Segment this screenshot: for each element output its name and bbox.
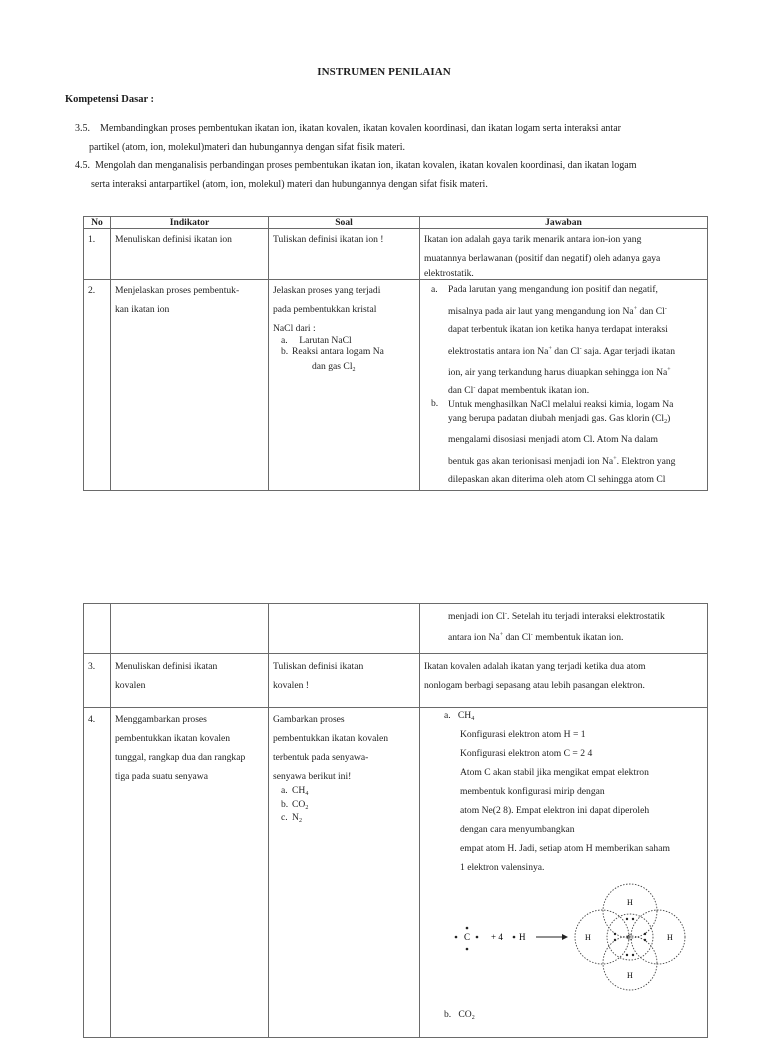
kd-3-5-line1: [75, 123, 621, 134]
kd-4-5-line1: [75, 160, 637, 171]
list-item: c. $N_2$: [281, 812, 302, 824]
page-title: INSTRUMEN PENILAIAN: [317, 66, 451, 78]
table-row: [84, 604, 708, 654]
list-item: a. $CH_4$: [281, 785, 309, 797]
plus-four-label: + 4: [491, 932, 503, 942]
table-row: [84, 280, 708, 491]
ch4-lewis-diagram: [434, 883, 704, 1009]
answer-item-a-body: Konfigurasi elektron atom H = 1 Konfigurasi elektron atom C = 2 4 Atom C akan stabil jika mengikat empat elektron membentuk konfigurasi mirip dengan atom Ne(2 8). Empat elektron ini dapat diperoleh dengan cara menyumbangkan empat atom H. Jadi, setiap atom H memberikan saham 1 elektron valensinya.: [460, 729, 670, 873]
question-cell: [269, 280, 420, 491]
answer-line: Ikatan ion adalah gaya tarik menarik antara ion-ion yang: [424, 234, 642, 245]
row-number: 1.: [84, 229, 111, 280]
answer-item-b: b. Untuk menghasilkan NaCl melalui reaksi kimia, logam Na yang berupa padatan diubah menjadi gas. Gas klorin $(Cl_2)$ mengalami disosiasi menjadi atom Cl. Atom Na dalam bentuk gas akan terionisasi menjadi ion Na+. Elektron yang dilepaskan akan diterima oleh atom Cl sehingga atom Cl: [431, 397, 676, 485]
list-item: b. Reaksi antara logam Na: [281, 345, 384, 357]
answer-line: menjadi ion Cl-. Setelah itu terjadi interaksi elektrostatik: [448, 611, 665, 622]
svg-text:H: H: [585, 933, 591, 942]
answer-item-b-heading: b. $CO_2$: [444, 1009, 475, 1021]
svg-text:H: H: [667, 933, 673, 942]
question-cell: Tuliskan definisi ikatan kovalen !: [269, 654, 420, 708]
question-line: Jelaskan proses yang terjadi: [273, 285, 381, 296]
table-header-row: [84, 217, 708, 229]
ch4-atom-labels: [585, 898, 673, 980]
header-indikator: Indikator: [111, 217, 269, 229]
header-jawaban: Jawaban: [420, 217, 708, 229]
answer-line: antara ion Na+ dan Cl- membentuk ikatan ion.: [448, 632, 624, 643]
kd-text: Mengolah dan menganalisis perbandingan proses pembentukan ikatan ion, ikatan kovalen, ikatan kovalen koordinasi, dan ikatan logam: [95, 160, 637, 171]
answer-list: [424, 281, 703, 490]
indicator-cell: Menggambarkan proses pembentukkan ikatan kovalen tunggal, rangkap dua dan rangkap tiga pada suatu senyawa: [111, 708, 269, 1038]
table-row: [84, 229, 708, 280]
answer-line: elektrostatik.: [424, 268, 474, 279]
kd-text: Membandingkan proses pembentukan ikatan ion, ikatan kovalen, ikatan kovalen koordinasi, dan ikatan logam serta interaksi antar: [100, 123, 621, 134]
svg-text:H: H: [627, 971, 633, 980]
indicator-line: Menjelaskan proses pembentuk-: [115, 285, 240, 296]
row-number: [84, 604, 111, 654]
answer-item-a-heading: a. $CH_4$: [444, 710, 475, 722]
indicator-cell: Menuliskan definisi ikatan ion: [111, 229, 269, 280]
arrow-icon: [536, 934, 568, 940]
question-cell: Gambarkan proses pembentukkan ikatan kovalen terbentuk pada senyawa- senyawa berikut ini! a. $CH_4$ b. $CO_2$ c. $N_2$: [269, 708, 420, 1038]
header-no: No: [84, 217, 111, 229]
question-sublist: [273, 786, 415, 827]
answer-cell: [420, 280, 708, 491]
indicator-cell: Menuliskan definisi ikatan kovalen: [111, 654, 269, 708]
indicator-cell: [111, 280, 269, 491]
question-line: dan gas $Cl_2$: [312, 361, 356, 373]
table-row: [84, 708, 708, 1038]
svg-text:H: H: [627, 898, 633, 907]
question-cell: Tuliskan definisi ikatan ion !: [269, 229, 420, 280]
list-item: a. Larutan NaCl: [281, 335, 352, 346]
carbon-atom-lewis: [455, 927, 479, 951]
question-line: pada pembentukkan kristal: [273, 304, 377, 315]
row-number: 2.: [84, 280, 111, 491]
kd-4-5-line2: serta interaksi antarpartikel (atom, ion, molekul) materi dan hubungannya dengan sifat fisik materi.: [91, 179, 488, 190]
indicator-line: kan ikatan ion: [115, 304, 170, 315]
answer-cell: Ikatan kovalen adalah ikatan yang terjadi ketika dua atom nonlogam berbagi sepasang atau lebih pasangan elektron.: [420, 654, 708, 708]
kd-3-5-line2: partikel (atom, ion, molekul)materi dan hubungannya dengan sifat fisik materi.: [89, 142, 406, 153]
answer-cell: [420, 708, 708, 1038]
svg-text:C: C: [627, 933, 633, 942]
answer-cell: [420, 229, 708, 280]
kd-number: 4.5.: [75, 160, 90, 171]
question-sublist: [273, 336, 415, 357]
question-cell: [269, 604, 420, 654]
question-line: NaCl dari :: [273, 323, 316, 334]
list-item: b. $CO_2$: [281, 798, 309, 811]
answer-cell: [420, 604, 708, 654]
row-number: 4.: [84, 708, 111, 1038]
assessment-table-continued: [83, 603, 708, 1038]
kompetensi-label: Kompetensi Dasar :: [65, 94, 155, 105]
row-number: 3.: [84, 654, 111, 708]
assessment-table: [83, 216, 708, 491]
hydrogen-atom-lewis: [513, 932, 526, 942]
answer-item-a: a. Pada larutan yang mengandung ion positif dan negatif, misalnya pada air laut yang mengandung ion Na+ dan Cl- dapat terbentuk ikatan ion ketika hanya terdapat interaksi elektrostatis antara ion Na+ dan Cl- saja. Agar terjadi ikatan ion, air yang terkandung harus diuapkan sehingga ion Na+ dan Cl- dapat membentuk ikatan ion.: [431, 284, 676, 396]
svg-text:H: H: [519, 932, 526, 942]
header-soal: Soal: [269, 217, 420, 229]
kd-number: 3.5.: [75, 123, 90, 134]
table-row: [84, 654, 708, 708]
svg-text:C: C: [464, 932, 471, 942]
answer-line: muatannya berlawanan (positif dan negatif) oleh adanya gaya: [424, 253, 661, 264]
indicator-cell: [111, 604, 269, 654]
